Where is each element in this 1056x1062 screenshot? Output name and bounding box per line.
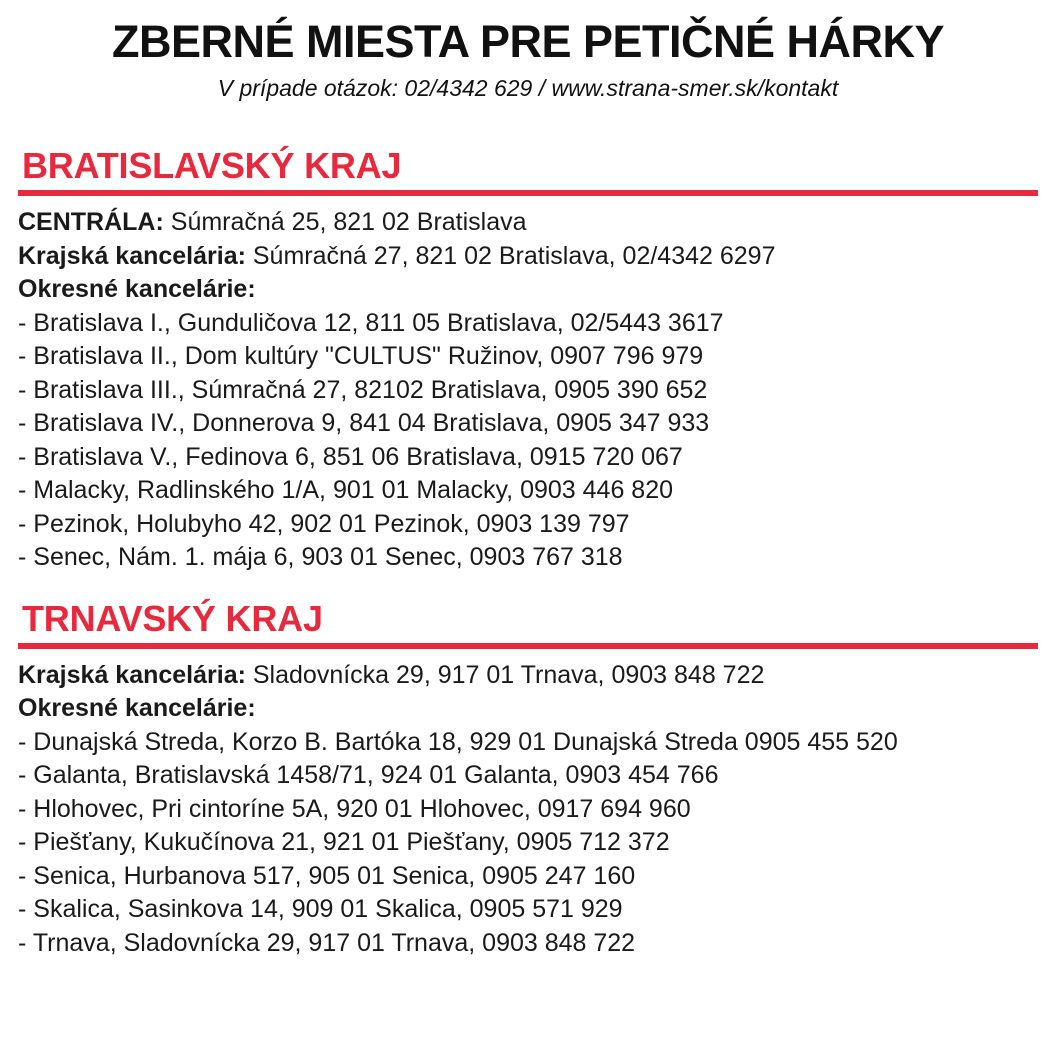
entry-text: - Skalica, Sasinkova 14, 909 01 Skalica, 0905 571 929: [18, 895, 623, 924]
list-item: [18, 508, 1038, 542]
region-divider: [18, 190, 1038, 196]
list-item: [18, 927, 1038, 961]
list-item: [18, 893, 1038, 927]
list-item: [18, 759, 1038, 793]
entry-label: Okresné kancelárie:: [18, 694, 256, 723]
list-item: [18, 374, 1038, 408]
page-subtitle: V prípade otázok: 02/4342 629 / www.strana-smer.sk/kontakt: [217, 75, 839, 102]
list-item: [18, 474, 1038, 508]
list-item: [18, 860, 1038, 894]
region-section: [18, 145, 1038, 575]
list-item: [18, 441, 1038, 475]
entry-text: - Senec, Nám. 1. mája 6, 903 01 Senec, 0903 767 318: [18, 543, 623, 572]
list-item: [18, 407, 1038, 441]
entry-text: Súmračná 27, 821 02 Bratislava, 02/4342 6297: [245, 241, 776, 270]
office-entry: [18, 692, 1038, 726]
office-entry: [18, 206, 1038, 240]
entry-text: - Senica, Hurbanova 517, 905 01 Senica, 0905 247 160: [18, 861, 636, 890]
entry-text: - Galanta, Bratislavská 1458/71, 924 01 Galanta, 0903 454 766: [18, 761, 719, 790]
list-item: [18, 541, 1038, 575]
entry-label: Okresné kancelárie:: [18, 275, 256, 304]
list-item: [18, 307, 1038, 341]
entry-text: - Bratislava II., Dom kultúry "CULTUS" Ružinov, 0907 796 979: [18, 342, 704, 371]
entry-text: - Piešťany, Kukučínova 21, 921 01 Piešťany, 0905 712 372: [18, 828, 670, 857]
entry-label: Krajská kancelária:: [18, 660, 246, 689]
office-entry: [18, 240, 1038, 274]
entry-text: - Bratislava I., Gunduličova 12, 811 05 Bratislava, 02/5443 3617: [18, 308, 724, 337]
entry-text: - Malacky, Radlinského 1/A, 901 01 Malacky, 0903 446 820: [18, 476, 674, 505]
entry-text: - Dunajská Streda, Korzo B. Bartóka 18, 929 01 Dunajská Streda 0905 455 520: [18, 727, 898, 756]
region-heading: TRNAVSKÝ KRAJ: [22, 597, 323, 639]
entry-text: - Pezinok, Holubyho 42, 902 01 Pezinok, 0903 139 797: [18, 509, 630, 538]
page-title: ZBERNÉ MIESTA PRE PETIČNÉ HÁRKY: [111, 16, 945, 67]
list-item: [18, 826, 1038, 860]
entry-text: Súmračná 25, 821 02 Bratislava: [163, 208, 527, 237]
list-item: [18, 726, 1038, 760]
entry-text: - Bratislava V., Fedinova 6, 851 06 Bratislava, 0915 720 067: [18, 442, 683, 471]
region-divider: [18, 643, 1038, 649]
list-item: [18, 340, 1038, 374]
office-entry: [18, 659, 1038, 693]
office-entry: [18, 273, 1038, 307]
region-heading: BRATISLAVSKÝ KRAJ: [22, 145, 402, 187]
entry-text: - Bratislava IV., Donnerova 9, 841 04 Bratislava, 0905 347 933: [18, 409, 710, 438]
list-item: [18, 793, 1038, 827]
entry-label: Krajská kancelária:: [18, 241, 246, 270]
entry-text: Sladovnícka 29, 917 01 Trnava, 0903 848 722: [245, 660, 765, 689]
entry-text: - Hlohovec, Pri cintoríne 5A, 920 01 Hlohovec, 0917 694 960: [18, 794, 691, 823]
entry-text: - Trnava, Sladovnícka 29, 917 01 Trnava, 0903 848 722: [18, 928, 636, 957]
entry-label: CENTRÁLA:: [18, 208, 164, 237]
entry-text: - Bratislava III., Súmračná 27, 82102 Bratislava, 0905 390 652: [18, 375, 708, 404]
regions-container: [18, 145, 1038, 960]
region-section: [18, 597, 1038, 961]
